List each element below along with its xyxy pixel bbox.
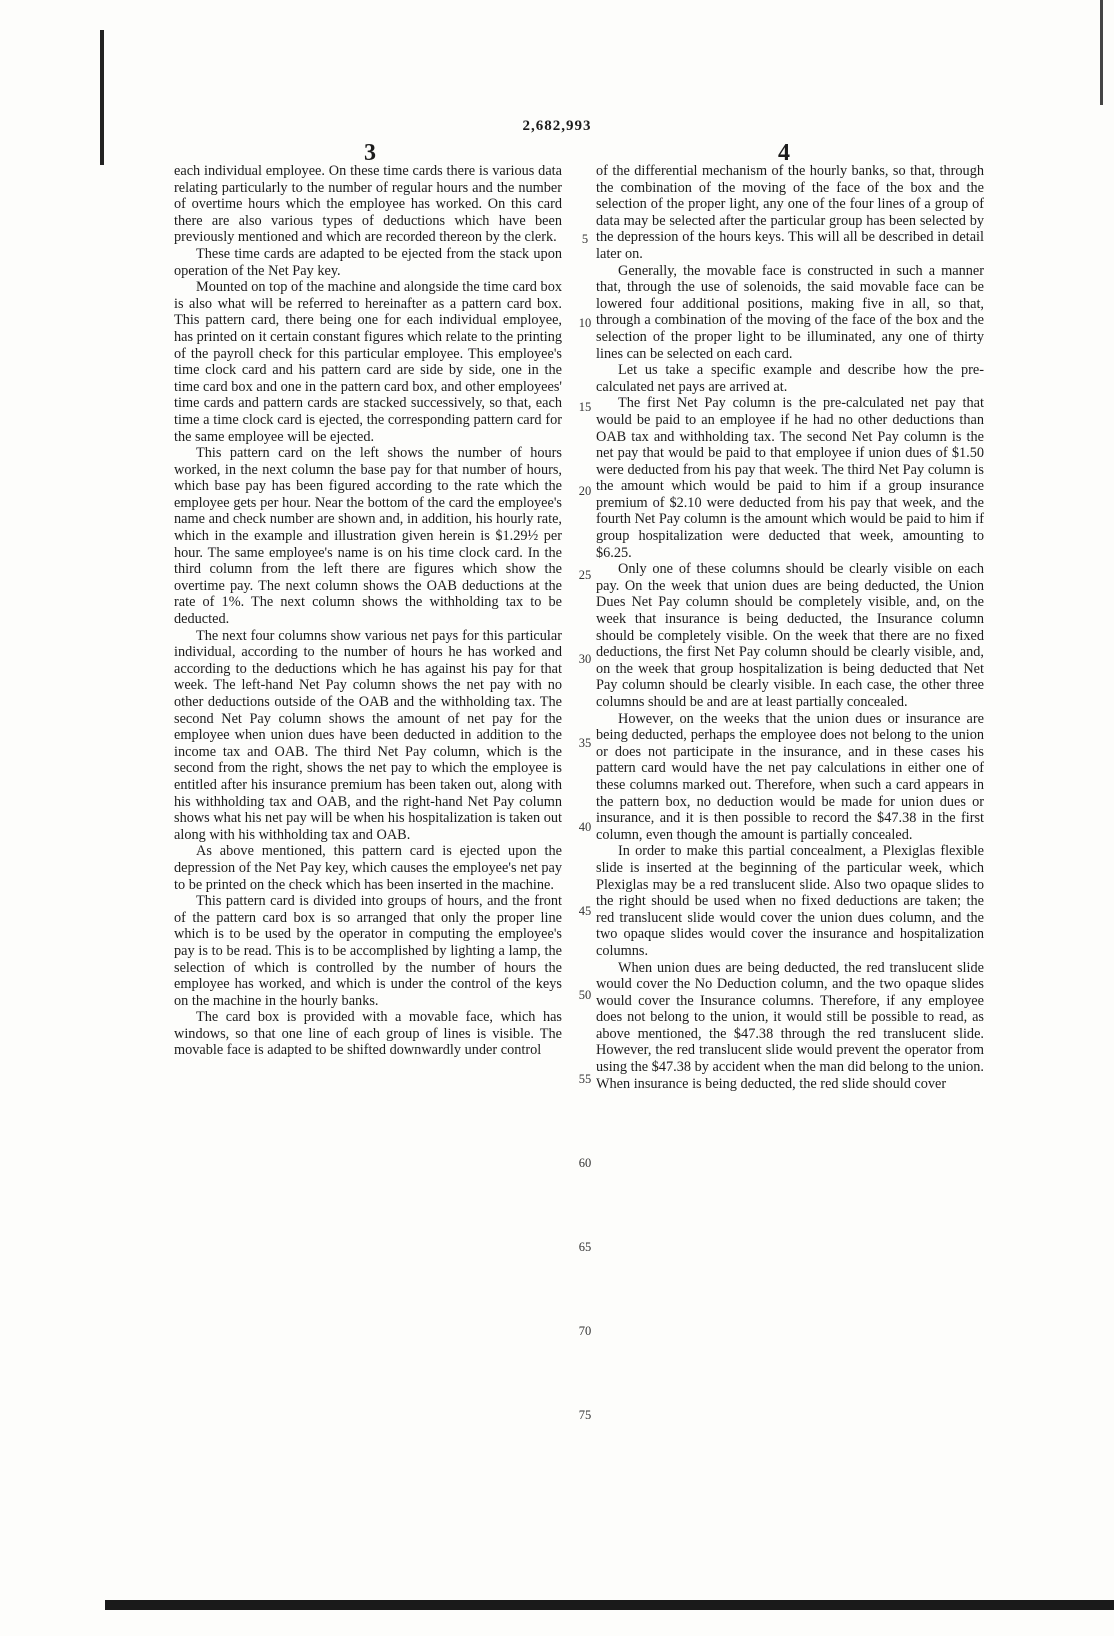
line-number: 40 <box>578 820 592 834</box>
paragraph: Mounted on top of the machine and alongside the time card box is also what will be referred to hereinafter as a pattern card box. This pattern card, there being one for each individual employee, has printed on it certain constant figures which relate to the printing of the payroll check for this particular employee. This employee's time clock card and his pattern card are side by side, one in the time card box and one in the pattern card box, and other employees' time cards and pattern cards are stacked successively, so that, each time a time clock card is ejected, the corresponding pattern card for the same employee will be ejected. <box>174 279 562 445</box>
paragraph: As above mentioned, this pattern card is ejected upon the depression of the Net Pay key, which causes the employee's net pay to be printed on the check which has been inserted in the machine. <box>174 843 562 893</box>
patent-number: 2,682,993 <box>522 118 592 134</box>
line-number: 25 <box>578 568 592 582</box>
line-number: 65 <box>578 1240 592 1254</box>
paragraph: The first Net Pay column is the pre-calculated net pay that would be paid to an employee if he had no other deductions than OAB tax and withholding tax. The second Net Pay column is the net pay that would be paid to that employee if union dues of $1.50 were deducted from his pay that week. The third Net Pay column is the amount which would be paid to him if a group insurance premium of $2.10 were deducted from his pay that week, and the fourth Net Pay column is the amount which would be paid to him if group hospitalization were deducted that week, amounting to $6.25. <box>596 395 984 561</box>
left-margin-rule <box>100 30 104 165</box>
line-number: 60 <box>578 1156 592 1170</box>
paragraph: When union dues are being deducted, the red translucent slide would cover the No Deduction column, and the two opaque slides would cover the Insurance columns. Therefore, if any employee does not belong to the union, it would still be possible to read, as above mentioned, the $47.38 through the red translucent slide. However, the red translucent slide would prevent the operator from using the $47.38 by accident when the man did belong to the union. When insurance is being deducted, the red slide should cover <box>596 959 984 1092</box>
line-number: 35 <box>578 736 592 750</box>
paragraph: of the differential mechanism of the hourly banks, so that, through the combination of the moving of the face of the box and the selection of the proper light, any one of the four lines of a group of data may be selected after the particular group has been selected by the depression of the hours keys. This will all be described in detail later on. <box>596 163 984 262</box>
line-number: 75 <box>578 1408 592 1422</box>
paragraph: These time cards are adapted to be ejected from the stack upon operation of the Net Pay key. <box>174 245 562 279</box>
right-text-column <box>596 163 984 1092</box>
paragraph: each individual employee. On these time cards there is various data relating particularly to the number of regular hours and the number of overtime hours which the employee has worked. On this card there are also various types of deductions which have been previously mentioned and which are recorded thereon by the clerk. <box>174 163 562 246</box>
bottom-border-rule <box>105 1600 1114 1610</box>
paragraph: This pattern card is divided into groups of hours, and the front of the pattern card box is so arranged that only the proper line which is to be used by the operator in computing the employee's pay is to be read. This is to be accomplished by lighting a lamp, the selection of which is controlled by the number of hours the employee has worked, and which is under the control of the keys on the machine in the hourly banks. <box>174 893 562 1009</box>
paragraph: In order to make this partial concealment, a Plexiglas flexible slide is inserted at the beginning of the particular week, which Plexiglas may be a red translucent slide. Also two opaque slides to the right should be used when no fixed deductions are taken; the red translucent slide would cover the union dues column, and the two opaque slides would cover the insurance and hospitalization columns. <box>596 843 984 959</box>
line-number: 45 <box>578 904 592 918</box>
line-number: 50 <box>578 988 592 1002</box>
line-number: 30 <box>578 652 592 666</box>
paragraph: This pattern card on the left shows the number of hours worked, in the next column the base pay for that number of hours, which base pay has been figured according to the rate which the employee gets per hour. Near the bottom of the card the employee's name and check number are shown and, in addition, his hourly rate, which in the example and illustration given herein is $1.29½ per hour. The same employee's name is on his time clock card. In the third column from the left there are figures which show the overtime pay. The next column shows the OAB deductions at the rate of 1%. The next column shows the withholding tax to be deducted. <box>174 445 562 628</box>
line-number: 5 <box>581 232 589 246</box>
line-number: 15 <box>578 400 592 414</box>
paragraph: The next four columns show various net pays for this particular individual, according to the number of hours he has worked and according to the deductions which he has against his pay for that week. The left-hand Net Pay column shows the net pay with no other deductions outside of the OAB and the withholding tax. The second Net Pay column shows the amount of net pay for the employee when union dues have been deducted in addition to the income tax and OAB. The third Net Pay column, which is the second from the right, shows the net pay to which the employee is entitled after his insurance premium has been taken out, along with his withholding tax and OAB, and the right-hand Net Pay column shows what his net pay will be when his hospitalization is taken out along with his withholding tax and OAB. <box>174 627 562 843</box>
line-number: 70 <box>578 1324 592 1338</box>
paragraph: Generally, the movable face is constructed in such a manner that, through the use of solenoids, the said movable face can be lowered four additional positions, making five in all, so that, through a combination of the moving of the face of the box and the selection of the proper light to be illuminated, any one of thirty lines can be selected on each card. <box>596 262 984 362</box>
left-text-column <box>174 163 562 1059</box>
line-number: 10 <box>578 316 592 330</box>
paragraph: Only one of these columns should be clearly visible on each pay. On the week that union dues are being deducted, the Union Dues Net Pay column should be completely visible, and, on the week that insurance is being deducted, the Insurance column should be completely visible. On the week that there are no fixed deductions, the first Net Pay column should be clearly visible, and, on the week that group hospitalization is being deducted that Net Pay column should be clearly visible. In each case, the other three columns should be and are at least partially concealed. <box>596 561 984 710</box>
paragraph: The card box is provided with a movable face, which has windows, so that one line of each group of lines is visible. The movable face is adapted to be shifted downwardly under control <box>174 1009 562 1059</box>
paragraph: However, on the weeks that the union dues or insurance are being deducted, perhaps the employee does not belong to the union or does not participate in the insurance, and in these cases his pattern card would have the net pay calculations in either one of these columns marked out. Therefore, when such a card appears in the pattern box, no deduction would be made for union dues or insurance, and it is then possible to record the $47.38 in the first column, even though the amount is partially concealed. <box>596 710 984 843</box>
line-number: 55 <box>578 1072 592 1086</box>
line-number: 20 <box>578 484 592 498</box>
right-column-number: 4 <box>778 140 790 166</box>
right-margin-rule <box>1100 0 1103 105</box>
paragraph: Let us take a specific example and describe how the pre-calculated net pays are arrived at. <box>596 362 984 395</box>
left-column-number: 3 <box>364 140 376 166</box>
